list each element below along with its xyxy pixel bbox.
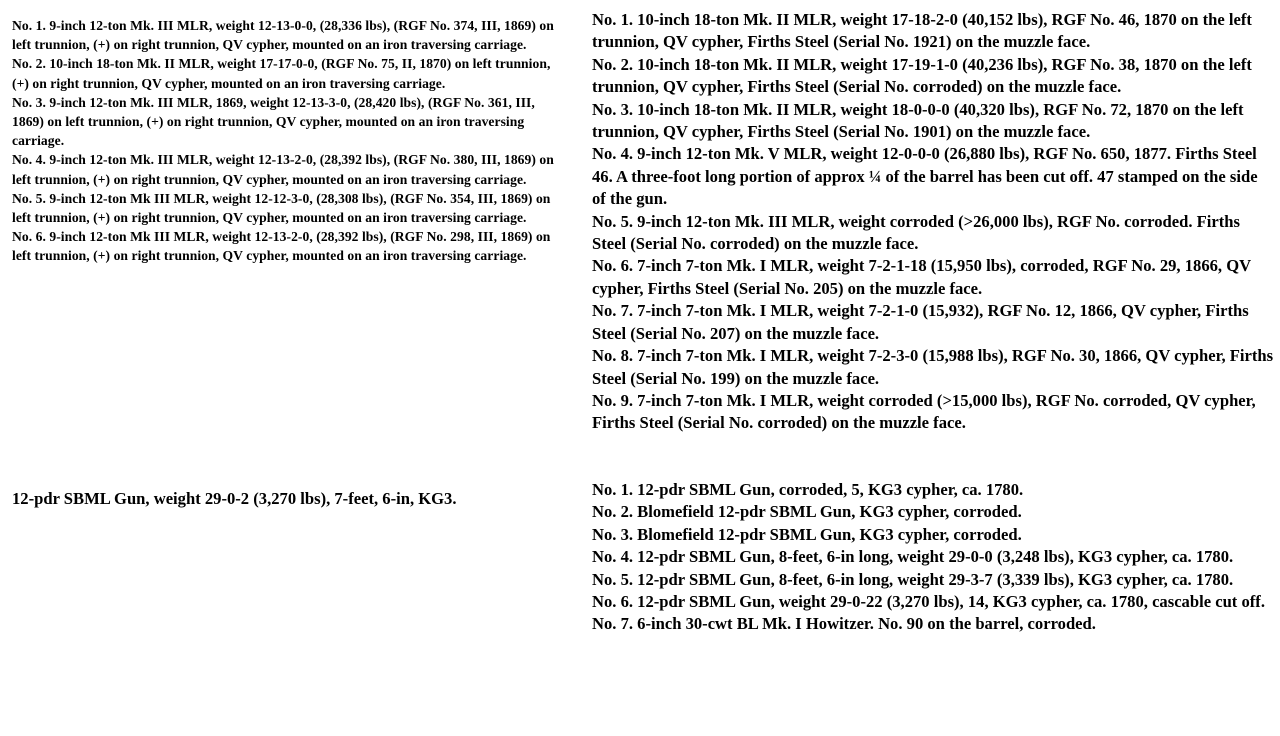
top-right-entry-8: No. 8. 7-inch 7-ton Mk. I MLR, weight 7-2-3-0 (15,988 lbs), RGF No. 30, 1866, QV cypher, Firths Steel (Serial No. 199) on the muzzle face. bbox=[592, 346, 1274, 388]
top-left-entry-1: No. 1. 9-inch 12-ton Mk. III MLR, weight 12-13-0-0, (28,336 lbs), (RGF No. 374, III, 1869) on left trunnion, (+) on right trunnion, QV cypher, mounted on an iron traversing carriage. bbox=[12, 18, 554, 53]
top-left-entry-5: No. 5. 9-inch 12-ton Mk III MLR, weight 12-12-3-0, (28,308 lbs), (RGF No. 354, III, 1869) on left trunnion, (+) on right trunnion, QV cypher, mounted on an iron traversing carriage. bbox=[12, 190, 551, 226]
bottom-left-entry: 12-pdr SBML Gun, weight 29-0-2 (3,270 lbs), 7-feet, 6-in, KG3. bbox=[12, 489, 457, 508]
top-right-entry-4: No. 4. 9-inch 12-ton Mk. V MLR, weight 12-0-0-0 (26,880 lbs), RGF No. 650, 1877. Firths Steel 46. A three-foot long portion of approx ¼ of the barrel has been cut off. 47 stamped on the side of the gun. bbox=[592, 144, 1258, 209]
bottom-right-entry-1: No. 1. 12-pdr SBML Gun, corroded, 5, KG3 cypher, ca. 1780. bbox=[592, 480, 1024, 499]
bottom-right-entry-2: No. 2. Blomefield 12-pdr SBML Gun, KG3 cypher, corroded. bbox=[592, 502, 1022, 522]
bottom-right-entry-7: No. 7. 6-inch 30-cwt BL Mk. I Howitzer. No. 90 on the barrel, corroded. bbox=[592, 614, 1096, 634]
bottom-right-entry-6: No. 6. 12-pdr SBML Gun, weight 29-0-22 (3,270 lbs), 14, KG3 cypher, ca. 1780, cascable cut off. bbox=[592, 592, 1265, 612]
bottom-right-entry-4: No. 4. 12-pdr SBML Gun, 8-feet, 6-in long, weight 29-0-0 (3,248 lbs), KG3 cypher, ca. 1780. bbox=[592, 547, 1234, 567]
top-left-entry-4: No. 4. 9-inch 12-ton Mk. III MLR, weight 12-13-2-0, (28,392 lbs), (RGF No. 380, III, 1869) on left trunnion, (+) on right trunnion, QV cypher, mounted on an iron traversing carriage. bbox=[12, 152, 554, 187]
bottom-right-entry-3: No. 3. Blomefield 12-pdr SBML Gun, KG3 cypher, corroded. bbox=[592, 524, 1022, 544]
top-left-entry-6: No. 6. 9-inch 12-ton Mk III MLR, weight 12-13-2-0, (28,392 lbs), (RGF No. 298, III, 1869) on left trunnion, (+) on right trunnion, QV cypher, mounted on an iron traversing carriage. bbox=[12, 229, 551, 264]
top-right-entry-9: No. 9. 7-inch 7-ton Mk. I MLR, weight corroded (>15,000 lbs), RGF No. corroded, QV cypher, Firths Steel (Serial No. corroded) on the muzzle face. bbox=[592, 390, 1256, 433]
top-right-entry-7: No. 7. 7-inch 7-ton Mk. I MLR, weight 7-2-1-0 (15,932), RGF No. 12, 1866, QV cypher, Firths Steel (Serial No. 207) on the muzzle face. bbox=[592, 301, 1249, 343]
bottom-left-gun-entry bbox=[12, 488, 572, 510]
top-right-entry-3: No. 3. 10-inch 18-ton Mk. II MLR, weight 18-0-0-0 (40,320 lbs), RGF No. 72, 1870 on the left trunnion, QV cypher, Firths Steel (Serial No. 1901) on the muzzle face. bbox=[592, 99, 1244, 142]
top-right-gun-list bbox=[592, 9, 1274, 435]
top-left-entry-2: No. 2. 10-inch 18-ton Mk. II MLR, weight 17-17-0-0, (RGF No. 75, II, 1870) on left trunnion, (+) on right trunnion, QV cypher, mounted on an iron traversing carriage. bbox=[12, 56, 551, 91]
top-right-entry-1: No. 1. 10-inch 18-ton Mk. II MLR, weight 17-18-2-0 (40,152 lbs), RGF No. 46, 1870 on the left trunnion, QV cypher, Firths Steel (Serial No. 1921) on the muzzle face. bbox=[592, 10, 1252, 52]
top-right-entry-2: No. 2. 10-inch 18-ton Mk. II MLR, weight 17-19-1-0 (40,236 lbs), RGF No. 38, 1870 on the left trunnion, QV cypher, Firths Steel (Serial No. corroded) on the muzzle face. bbox=[592, 54, 1252, 97]
top-right-entry-5: No. 5. 9-inch 12-ton Mk. III MLR, weight corroded (>26,000 lbs), RGF No. corroded. Firths Steel (Serial No. corroded) on the muzzle face. bbox=[592, 211, 1240, 254]
top-right-entry-6: No. 6. 7-inch 7-ton Mk. I MLR, weight 7-2-1-18 (15,950 lbs), corroded, RGF No. 29, 1866, QV cypher, Firths Steel (Serial No. 205) on the muzzle face. bbox=[592, 256, 1251, 298]
top-left-gun-list bbox=[12, 16, 560, 266]
bottom-right-gun-list bbox=[592, 479, 1274, 636]
top-left-entry-3: No. 3. 9-inch 12-ton Mk. III MLR, 1869, weight 12-13-3-0, (28,420 lbs), (RGF No. 361, III, 1869) on left trunnion, (+) on right trunnion, QV cypher, mounted on an iron traversing carriage. bbox=[12, 94, 535, 149]
bottom-right-entry-5: No. 5. 12-pdr SBML Gun, 8-feet, 6-in long, weight 29-3-7 (3,339 lbs), KG3 cypher, ca. 1780. bbox=[592, 569, 1234, 589]
